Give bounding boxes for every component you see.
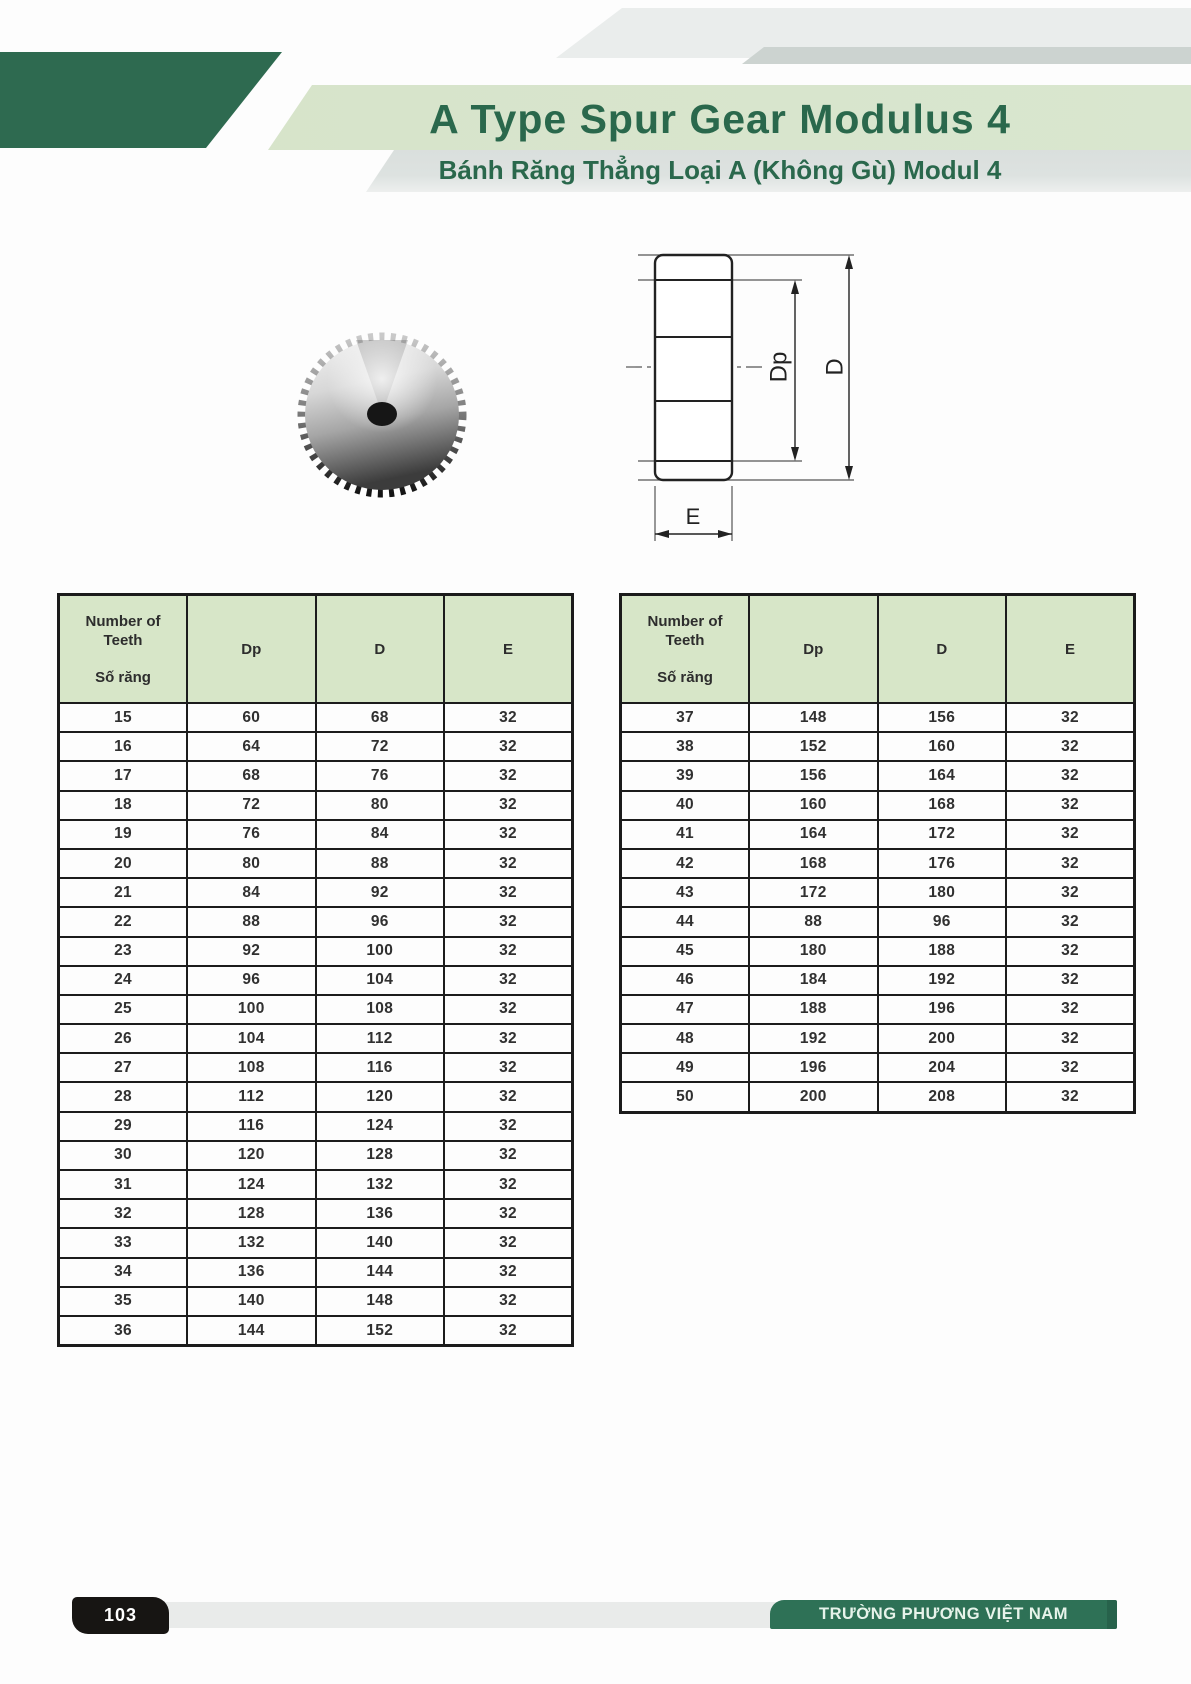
table-cell: 32	[444, 849, 573, 878]
table-cell: 32	[444, 966, 573, 995]
table-cell: 25	[59, 995, 188, 1024]
table-cell: 120	[316, 1082, 445, 1111]
table-cell: 42	[621, 849, 750, 878]
table-cell: 120	[187, 1141, 316, 1170]
table-cell: 112	[187, 1082, 316, 1111]
table-cell: 96	[878, 907, 1007, 936]
table-cell: 45	[621, 937, 750, 966]
table-row	[59, 1053, 573, 1082]
table-cell: 84	[316, 820, 445, 849]
table-cell: 144	[187, 1316, 316, 1346]
table-cell: 24	[59, 966, 188, 995]
table-row	[621, 703, 1135, 732]
dim-label-d: D	[821, 358, 849, 376]
table-cell: 32	[1006, 703, 1135, 732]
table-cell: 188	[749, 995, 878, 1024]
table-cell: 68	[187, 761, 316, 790]
table-cell: 184	[749, 966, 878, 995]
table-cell: 172	[878, 820, 1007, 849]
table-cell: 32	[1006, 1082, 1135, 1112]
table-cell: 30	[59, 1141, 188, 1170]
table-cell: 72	[316, 732, 445, 761]
table-cell: 48	[621, 1024, 750, 1053]
table-cell: 32	[1006, 966, 1135, 995]
table-cell: 32	[1006, 1024, 1135, 1053]
table-cell: 124	[316, 1112, 445, 1141]
table-row	[59, 1258, 573, 1287]
table-row	[59, 820, 573, 849]
table-cell: 32	[1006, 907, 1135, 936]
table-row	[59, 966, 573, 995]
table-row	[59, 937, 573, 966]
spur-gear-photo	[296, 330, 468, 502]
page-subtitle: Bánh Răng Thẳng Loại A (Không Gù) Modul 4	[438, 155, 1002, 185]
table-cell: 196	[749, 1053, 878, 1082]
table-cell: 204	[878, 1053, 1007, 1082]
table-cell: 164	[878, 761, 1007, 790]
table-row	[59, 849, 573, 878]
table-row	[59, 1082, 573, 1111]
table-cell: 92	[187, 937, 316, 966]
page-title: A Type Spur Gear Modulus 4	[429, 96, 1011, 142]
table-cell: 152	[749, 732, 878, 761]
table-header-row	[59, 595, 573, 704]
col-header-teeth: Number of Teeth Số răng	[59, 595, 188, 704]
table-cell: 32	[444, 1141, 573, 1170]
page-number-badge: 103	[72, 1597, 169, 1634]
table-cell: 116	[187, 1112, 316, 1141]
table-row	[59, 703, 573, 732]
table-row	[59, 1024, 573, 1053]
table-cell: 208	[878, 1082, 1007, 1112]
table-cell: 32	[444, 820, 573, 849]
table-row	[621, 761, 1135, 790]
table-cell: 34	[59, 1258, 188, 1287]
col-header-e: E	[444, 595, 573, 704]
col-header-e: E	[1006, 595, 1135, 704]
table-row	[59, 1199, 573, 1228]
table-cell: 136	[316, 1199, 445, 1228]
table-row	[59, 1228, 573, 1257]
table-cell: 88	[316, 849, 445, 878]
table-cell: 32	[444, 1082, 573, 1111]
table-cell: 32	[444, 1024, 573, 1053]
table-row	[59, 1170, 573, 1199]
table-cell: 27	[59, 1053, 188, 1082]
table-row	[621, 1053, 1135, 1082]
table-cell: 37	[621, 703, 750, 732]
table-cell: 140	[187, 1287, 316, 1316]
spur-gear-table-left	[57, 593, 574, 1347]
table-cell: 23	[59, 937, 188, 966]
table-row	[621, 995, 1135, 1024]
table-row	[621, 878, 1135, 907]
table-row	[59, 995, 573, 1024]
table-cell: 32	[1006, 1053, 1135, 1082]
table-cell: 21	[59, 878, 188, 907]
table-row	[59, 732, 573, 761]
table-cell: 88	[187, 907, 316, 936]
table-cell: 108	[316, 995, 445, 1024]
table-cell: 112	[316, 1024, 445, 1053]
table-cell: 148	[316, 1287, 445, 1316]
table-cell: 32	[1006, 937, 1135, 966]
table-cell: 32	[444, 1112, 573, 1141]
table-cell: 200	[749, 1082, 878, 1112]
col-header-dp: Dp	[187, 595, 316, 704]
table-cell: 124	[187, 1170, 316, 1199]
table-cell: 18	[59, 791, 188, 820]
table-cell: 32	[1006, 878, 1135, 907]
table-cell: 16	[59, 732, 188, 761]
table-cell: 50	[621, 1082, 750, 1112]
table-cell: 192	[749, 1024, 878, 1053]
table-cell: 32	[1006, 761, 1135, 790]
table-cell: 148	[749, 703, 878, 732]
col-header-dp: Dp	[749, 595, 878, 704]
table-cell: 39	[621, 761, 750, 790]
table-row	[621, 937, 1135, 966]
table-cell: 32	[444, 1170, 573, 1199]
table-cell: 128	[316, 1141, 445, 1170]
table-cell: 32	[444, 761, 573, 790]
table-cell: 32	[444, 1316, 573, 1346]
table-cell: 160	[878, 732, 1007, 761]
table-cell: 40	[621, 791, 750, 820]
table-cell: 32	[444, 1258, 573, 1287]
table-cell: 180	[749, 937, 878, 966]
table-cell: 32	[444, 1287, 573, 1316]
table-cell: 19	[59, 820, 188, 849]
col-header-d: D	[316, 595, 445, 704]
table-row	[621, 1082, 1135, 1112]
table-cell: 32	[444, 937, 573, 966]
table-cell: 196	[878, 995, 1007, 1024]
table-row	[621, 1024, 1135, 1053]
table-cell: 28	[59, 1082, 188, 1111]
table-cell: 32	[444, 703, 573, 732]
table-cell: 32	[1006, 791, 1135, 820]
gear-dimension-drawing	[612, 243, 882, 555]
table-cell: 68	[316, 703, 445, 732]
dim-label-e: E	[685, 504, 701, 529]
table-cell: 176	[878, 849, 1007, 878]
table-cell: 32	[444, 1199, 573, 1228]
table-cell: 29	[59, 1112, 188, 1141]
table-cell: 168	[749, 849, 878, 878]
table-row	[621, 966, 1135, 995]
table-row	[59, 1112, 573, 1141]
table-row	[621, 849, 1135, 878]
table-cell: 80	[187, 849, 316, 878]
table-cell: 49	[621, 1053, 750, 1082]
table-cell: 26	[59, 1024, 188, 1053]
table-cell: 92	[316, 878, 445, 907]
table-cell: 72	[187, 791, 316, 820]
table-cell: 116	[316, 1053, 445, 1082]
table-cell: 44	[621, 907, 750, 936]
table-row	[59, 761, 573, 790]
table-cell: 46	[621, 966, 750, 995]
table-cell: 32	[444, 995, 573, 1024]
table-cell: 100	[316, 937, 445, 966]
table-cell: 96	[187, 966, 316, 995]
table-cell: 80	[316, 791, 445, 820]
table-cell: 168	[878, 791, 1007, 820]
table-cell: 32	[1006, 849, 1135, 878]
table-cell: 96	[316, 907, 445, 936]
table-cell: 17	[59, 761, 188, 790]
dim-label-dp: Dp	[765, 351, 793, 383]
table-cell: 32	[1006, 732, 1135, 761]
table-cell: 76	[187, 820, 316, 849]
table-cell: 132	[187, 1228, 316, 1257]
table-cell: 100	[187, 995, 316, 1024]
table-cell: 104	[316, 966, 445, 995]
table-cell: 180	[878, 878, 1007, 907]
table-cell: 172	[749, 878, 878, 907]
table-cell: 144	[316, 1258, 445, 1287]
table-cell: 32	[444, 732, 573, 761]
table-row	[621, 791, 1135, 820]
table-cell: 35	[59, 1287, 188, 1316]
table-cell: 160	[749, 791, 878, 820]
table-cell: 88	[749, 907, 878, 936]
table-cell: 156	[749, 761, 878, 790]
table-cell: 192	[878, 966, 1007, 995]
table-cell: 64	[187, 732, 316, 761]
table-cell: 36	[59, 1316, 188, 1346]
table-cell: 84	[187, 878, 316, 907]
table-cell: 136	[187, 1258, 316, 1287]
table-row	[621, 907, 1135, 936]
table-cell: 41	[621, 820, 750, 849]
table-cell: 188	[878, 937, 1007, 966]
table-cell: 128	[187, 1199, 316, 1228]
table-cell: 20	[59, 849, 188, 878]
col-header-d: D	[878, 595, 1007, 704]
table-cell: 32	[59, 1199, 188, 1228]
table-row	[59, 1287, 573, 1316]
table-cell: 43	[621, 878, 750, 907]
table-header-row	[621, 595, 1135, 704]
table-cell: 60	[187, 703, 316, 732]
table-cell: 33	[59, 1228, 188, 1257]
table-cell: 31	[59, 1170, 188, 1199]
footer-company-name: TRƯỜNG PHƯƠNG VIỆT NAM	[819, 1605, 1068, 1623]
table-cell: 32	[444, 907, 573, 936]
table-cell: 108	[187, 1053, 316, 1082]
table-cell: 38	[621, 732, 750, 761]
table-cell: 156	[878, 703, 1007, 732]
spur-gear-table-right	[619, 593, 1136, 1114]
table-cell: 47	[621, 995, 750, 1024]
table-row	[59, 1141, 573, 1170]
table-row	[59, 791, 573, 820]
table-cell: 22	[59, 907, 188, 936]
table-cell: 132	[316, 1170, 445, 1199]
table-cell: 15	[59, 703, 188, 732]
table-cell: 200	[878, 1024, 1007, 1053]
footer-company-band	[770, 1600, 1117, 1629]
table-cell: 152	[316, 1316, 445, 1346]
table-cell: 32	[444, 878, 573, 907]
table-row	[59, 907, 573, 936]
table-cell: 32	[1006, 820, 1135, 849]
table-row	[621, 732, 1135, 761]
table-row	[621, 820, 1135, 849]
table-cell: 32	[444, 791, 573, 820]
table-row	[59, 878, 573, 907]
table-cell: 140	[316, 1228, 445, 1257]
table-cell: 32	[1006, 995, 1135, 1024]
table-cell: 104	[187, 1024, 316, 1053]
table-cell: 164	[749, 820, 878, 849]
table-cell: 32	[444, 1053, 573, 1082]
table-row	[59, 1316, 573, 1346]
col-header-teeth: Number of Teeth Số răng	[621, 595, 750, 704]
table-cell: 76	[316, 761, 445, 790]
table-cell: 32	[444, 1228, 573, 1257]
